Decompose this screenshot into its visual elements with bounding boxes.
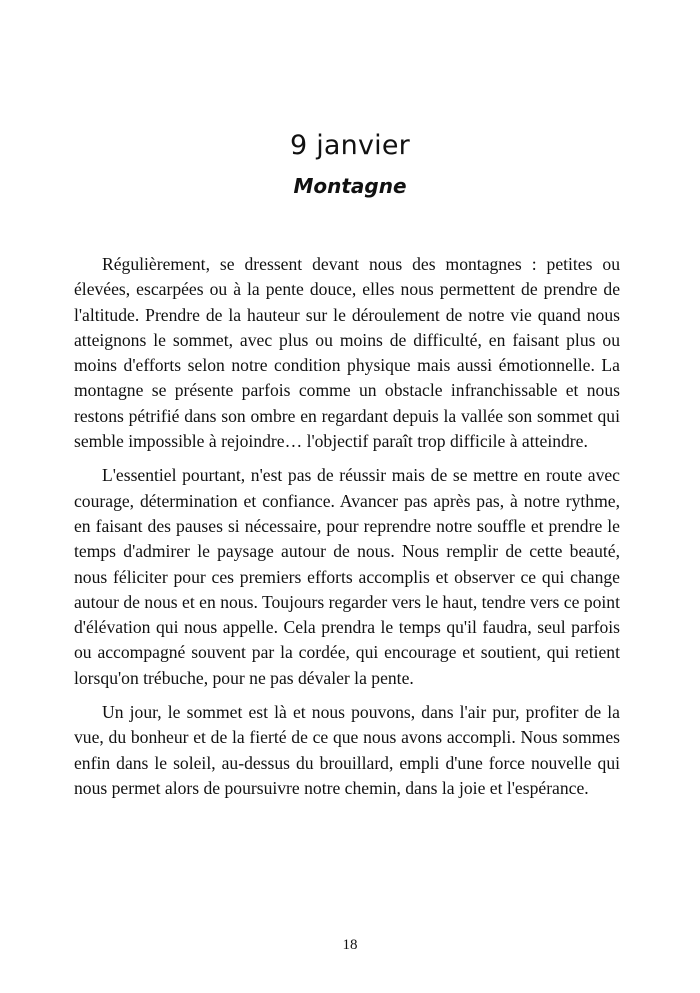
- paragraph-3: Un jour, le sommet est là et nous pouvons, dans l'air pur, profiter de la vue, du bonheur et de la fierté de ce que nous avons accompli. Nous sommes enfin dans le soleil, au-dessus du brouillard, empli d'une force nouvelle qui nous permet alors de poursuivre notre chemin, dans la joie et l'espérance.: [74, 702, 620, 798]
- page-number: 18: [342, 937, 358, 953]
- page-subtitle: Montagne: [293, 174, 407, 198]
- page-title: 9 janvier: [290, 130, 410, 161]
- body-text: [74, 252, 620, 810]
- paragraph-1: Régulièrement, se dressent devant nous des montagnes : petites ou élevées, escarpées ou à la pente douce, elles nous permettent de prendre de l'altitude. Prendre de la hauteur sur le déroulement de notre vie quand nous atteignons le sommet, avec plus ou moins de difficulté, en faisant plus ou moins d'efforts selon notre condition physique mais aussi émotionnelle. La montagne se présente parfois comme un obstacle infranchissable et nous restons pétrifié dans son ombre en regardant depuis la vallée son sommet qui semble impossible à rejoindre… l'objectif paraît trop difficile à atteindre.: [74, 254, 620, 452]
- paragraph-2: L'essentiel pourtant, n'est pas de réussir mais de se mettre en route avec courage, détermination et confiance. Avancer pas après pas, à notre rythme, en faisant des pauses si nécessaire, pour reprendre notre souffle et prendre le temps d'admirer le paysage autour de nous. Nous remplir de cette beauté, nous féliciter pour ces premiers efforts accomplis et observer ce qui change autour de nous et en nous. Toujours regarder vers le haut, tendre vers ce point d'élévation qui nous appelle. Cela prendra le temps qu'il faudra, seul parfois ou accompagné souvent par la cordée, qui encourage et soutient, qui retient lorsqu'on trébuche, pour ne pas dévaler la pente.: [74, 465, 620, 688]
